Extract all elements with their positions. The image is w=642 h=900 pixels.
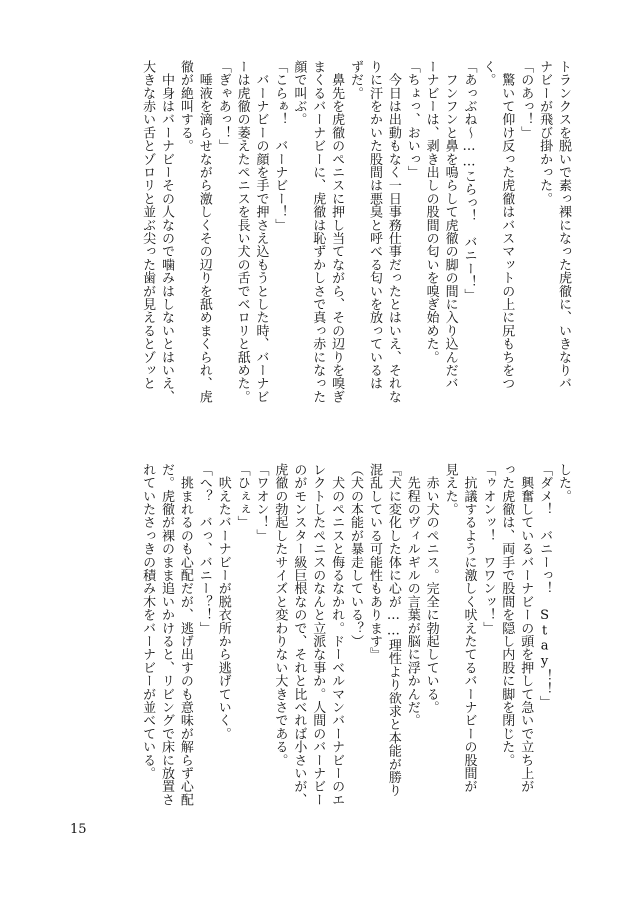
text-line: 挑まれるのも心配だが、逃げ出すのも意味が解らず心配 <box>177 463 193 807</box>
text-line: 混乱している可能性もあります』 <box>366 463 382 661</box>
text-line: フンフンと鼻を鳴らして虎徹の脚の間に入り込んだバ <box>442 60 458 390</box>
text-line: トランクスを脱いで素っ裸になった虎徹に、いきなりバ <box>556 60 571 390</box>
text-line: 『犬に変化した体に心が……理性より欲求と本能が勝り <box>385 463 401 797</box>
text-line: 「ゥオンッ！ ワワンッ！」 <box>480 463 496 635</box>
text-line: レクトしたペニスのなんと立派な事か。人間のバーナビー <box>310 463 326 807</box>
page-number: 15 <box>70 822 87 837</box>
text-line: 「ぎゃあっ！」 <box>215 60 231 153</box>
text-line: 興奮しているバーナビーの頭を押して急いで立ち上が <box>518 463 534 793</box>
text-line: 中身はバーナビーその人なので噛みはしないとはいえ、 <box>158 60 174 404</box>
text-line: だ。虎徹が裸のまま追いかけると、リビングで床に放置さ <box>158 463 174 807</box>
text-line: 赤い犬のペニス。完全に勃起している。 <box>423 463 439 714</box>
text-line: 抗議するように激しく吠えたてるバーナビーの股間が <box>461 463 477 793</box>
text-line: まくるバーナビーに、虎徹は恥ずかしさで真っ赤になった <box>310 60 326 404</box>
text-line: のがモンスター級巨根なので、それと比べれば小さいが、 <box>291 463 307 807</box>
text-line: 「ちょっ、おいっ」 <box>404 60 420 179</box>
text-line: 「ダメ！ バニーっ！ Stay！！」 <box>537 463 553 709</box>
text-line: 「こらぁ！ バーナビー！」 <box>272 60 288 232</box>
text-line: 吠えたバーナビーが脱衣所から逃げていく。 <box>215 463 231 741</box>
text-line: 「あっぶね～……こらっ！ バニー！」 <box>461 60 477 302</box>
text-line: く。 <box>480 60 496 87</box>
text-line: りに汗をかいた股間は悪臭と呼べる匂いを放っているは <box>366 60 382 390</box>
text-line: 犬のペニスと侮るなかれ。ドーベルマンバーナビーのエ <box>329 463 345 807</box>
text-line: バーナビーの顔を手で押さえ込もうとした時、バーナビ <box>253 60 269 404</box>
text-line: （犬の本能が暴走している？） <box>348 463 364 648</box>
text-line: 顔で叫ぶ。 <box>291 60 307 126</box>
text-line: ナビーが飛び掛かった。 <box>537 60 553 206</box>
text-line: 見えた。 <box>442 463 458 516</box>
text-line: れていたさっきの積み木をバーナビーが並べている。 <box>140 463 156 780</box>
text-line: 鼻先を虎徹のペニスに押し当てながら、その辺りを嗅ぎ <box>329 60 345 404</box>
text-line: 先程のヴィルギルの言葉が脳に浮かんだ。 <box>404 463 420 727</box>
text-block-bottom <box>72 463 572 813</box>
text-line: した。 <box>556 463 571 503</box>
text-line: 唾液を滴らせながら激しくその辺りを舐めまくられ、虎 <box>196 60 212 404</box>
text-line: 驚いて仰け反った虎徹はバスマットの上に尻もちをつ <box>499 60 515 390</box>
text-line: 今日は出動もなく一日事務仕事だったとはいえ、それな <box>385 60 401 404</box>
text-line: 大きな赤い舌とゾロリと並ぶ尖った歯が見えるとゾッと <box>140 60 156 390</box>
text-line: 徹が絶叫する。 <box>177 60 193 153</box>
text-line: ーは虎徹の萎えたペニスを長い犬の舌でベロリと舐めた。 <box>234 60 250 404</box>
text-line: ーナビーは、剥き出しの股間の匂いを嗅ぎ始めた。 <box>423 60 439 364</box>
text-line: ずだ。 <box>348 60 364 100</box>
text-line: 「ワオン！」 <box>253 463 269 543</box>
text-line: 虎徹の勃起したサイズと変わりない大きさである。 <box>272 463 288 767</box>
text-block-top <box>72 60 572 416</box>
text-line: 「へ？ バっ、バニー？！」 <box>196 463 212 635</box>
text-line: 「のあっ！」 <box>518 60 534 140</box>
text-line: った虎徹は、両手で股間を隠し内股に脚を閉じた。 <box>499 463 515 767</box>
text-line: 「ひぇぇ」 <box>234 463 250 529</box>
